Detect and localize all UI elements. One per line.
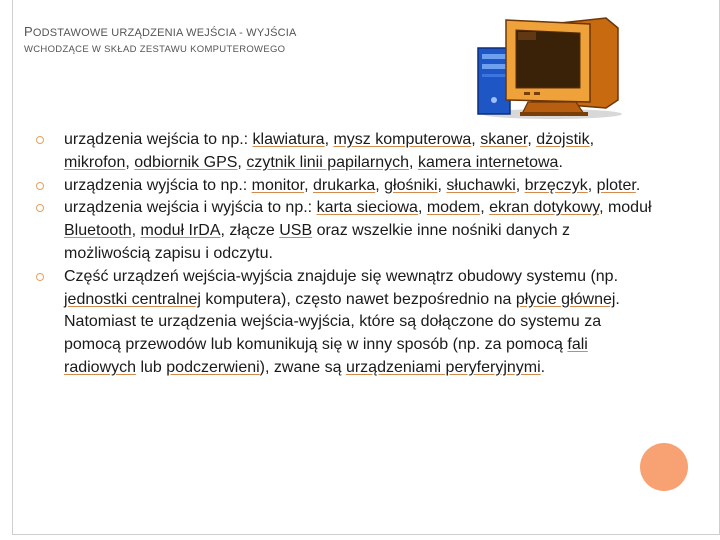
text-segment: Część urządzeń wejścia-wyjścia znajduje się wewnątrz obudowy systemu (np.	[64, 267, 619, 285]
text-segment: ,	[471, 131, 481, 148]
text-segment: .	[558, 153, 563, 171]
link-usb[interactable]: USB	[279, 222, 313, 240]
link-sluchawki[interactable]: słuchawki	[446, 176, 516, 194]
text-segment: ,	[480, 199, 490, 217]
link-odbiornik-gps[interactable]: odbiornik GPS	[134, 153, 238, 171]
bullet-ring-icon	[36, 204, 44, 212]
text-segment: ,	[304, 176, 314, 194]
link-urzadzeniami-peryferyjnymi[interactable]: urządzeniami peryferyjnymi	[345, 358, 541, 376]
text-segment: ,	[589, 131, 595, 148]
text-segment: ,	[375, 176, 385, 194]
link-monitor[interactable]: monitor	[251, 176, 305, 194]
title-rest: ODSTAWOWE URZĄDZENIA WEJŚCIA - WYJŚCIA	[32, 27, 297, 39]
text-segment: .	[635, 176, 641, 194]
text-segment: . Natomiast te urządzenia wejścia-wyjścia, które są dołączone do systemu za pomocą przewodów lub komunikują się w inny sposób (np. za pomocą	[64, 290, 620, 354]
list-item	[36, 266, 656, 380]
link-kamera-internetowa[interactable]: kamera internetowa	[417, 153, 559, 171]
bullet-ring-icon	[36, 273, 44, 281]
link-podczerwieni[interactable]: podczerwieni	[166, 358, 260, 376]
decorative-circle	[640, 443, 688, 491]
text-segment: ,	[125, 153, 135, 171]
text-segment: lub	[136, 358, 167, 376]
link-ploter[interactable]: ploter	[596, 176, 636, 194]
link-klawiatura[interactable]: klawiatura	[252, 131, 325, 148]
text-segment: ,	[527, 131, 537, 148]
title-initial: P	[24, 24, 33, 39]
text-segment: , złącze	[220, 222, 280, 240]
link-jednostki-centralnej[interactable]: jednostki centralnej	[64, 290, 201, 308]
list-item	[36, 197, 656, 265]
text-segment: urządzenia wyjścia to np.:	[64, 176, 252, 194]
link-karta-sieciowa[interactable]: karta sieciowa	[316, 199, 418, 217]
bullet-ring-icon	[36, 182, 44, 190]
text-segment: komputera), często nawet bezpośrednio na	[200, 290, 516, 308]
list-item	[36, 129, 656, 175]
link-czytnik-linii-papilarnych[interactable]: czytnik linii papilarnych	[246, 153, 410, 171]
link-bluetooth[interactable]: Bluetooth	[64, 222, 132, 240]
text-segment: ,	[587, 176, 597, 194]
text-segment: urządzenia wejścia to np.:	[64, 131, 253, 148]
link-modem[interactable]: modem	[426, 199, 481, 217]
bullet-ring-icon	[36, 136, 44, 144]
link-mikrofon[interactable]: mikrofon	[64, 153, 126, 171]
text-segment: , moduł	[599, 199, 652, 217]
link-skaner[interactable]: skaner	[480, 131, 528, 148]
text-segment: urządzenia wejścia i wyjścia to np.:	[64, 199, 317, 217]
text-segment: ,	[324, 131, 334, 148]
slide-title-line-1	[24, 24, 297, 39]
text-segment: ,	[515, 176, 525, 194]
link-plycie-glownej[interactable]: płycie głównej	[515, 290, 616, 308]
link-fali-radiowych[interactable]: fali radiowych	[64, 336, 588, 376]
text-segment: ), zwane są	[259, 358, 346, 376]
link-glosniki[interactable]: głośniki	[384, 176, 438, 194]
link-modul-irda[interactable]: moduł IrDA	[140, 222, 221, 240]
slide-title-line-2: WCHODZĄCE W SKŁAD ZESTAWU KOMPUTEROWEGO	[24, 44, 286, 55]
text-segment: .	[540, 358, 546, 376]
text-segment: ,	[417, 199, 427, 217]
text-segment: ,	[437, 176, 447, 194]
link-ekran-dotykowy[interactable]: ekran dotykowy	[489, 199, 600, 217]
text-segment: ,	[237, 153, 247, 171]
list-item	[36, 175, 656, 198]
link-brzeczyk[interactable]: brzęczyk	[524, 176, 588, 194]
link-dzojstik[interactable]: dżojstik	[536, 131, 590, 148]
link-drukarka[interactable]: drukarka	[313, 176, 376, 194]
bullet-list	[36, 129, 656, 380]
text-segment: ,	[409, 153, 418, 171]
link-mysz-komputerowa[interactable]: mysz komputerowa	[333, 131, 472, 148]
text-segment: ,	[131, 222, 141, 240]
text-segment: oraz wszelkie inne nośniki danych z możliwością zapisu i odczytu.	[64, 222, 571, 262]
computer-icon	[472, 4, 624, 122]
